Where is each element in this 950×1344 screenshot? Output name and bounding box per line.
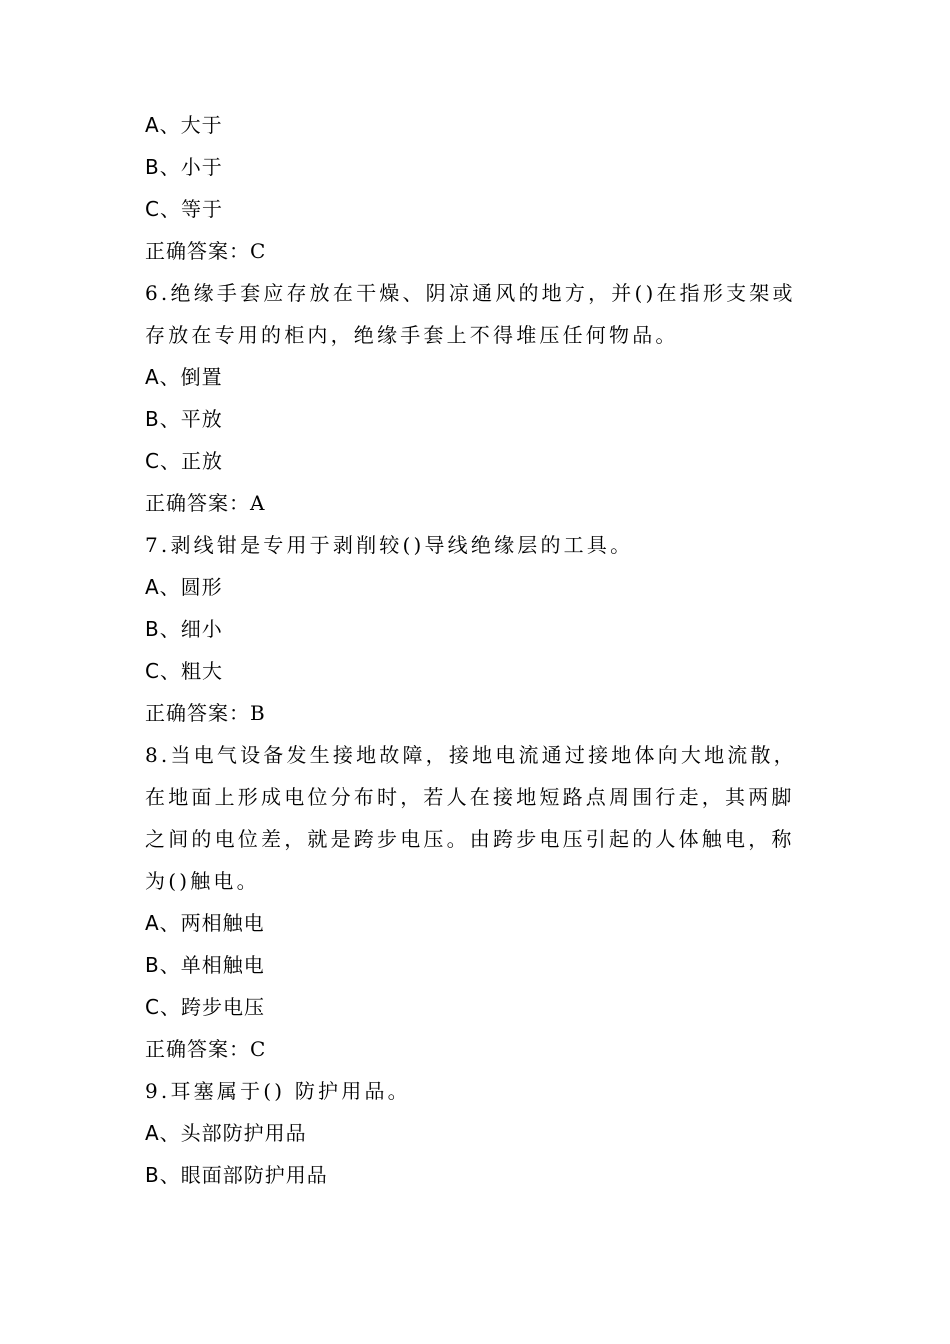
answer-q6: 正确答案：A [145, 491, 266, 515]
option-c-q6: C、正放 [145, 449, 223, 473]
question-6: 6.绝缘手套应存放在干燥、阴凉通风的地方，并()在指形支架或存放在专用的柜内，绝缘手套上不得堆压任何物品。 [145, 281, 796, 347]
option-c-q5: C、等于 [145, 197, 223, 221]
option-a-q9: A、头部防护用品 [145, 1121, 307, 1145]
document-page [145, 104, 810, 1196]
option-b-q7: B、细小 [145, 617, 223, 641]
option-a-q8: A、两相触电 [145, 911, 265, 935]
option-c-q8: C、跨步电压 [145, 995, 265, 1019]
option-a-q5: A、大于 [145, 113, 223, 137]
question-9: 9.耳塞属于() 防护用品。 [145, 1079, 411, 1103]
option-b-q6: B、平放 [145, 407, 223, 431]
option-b-q5: B、小于 [145, 155, 223, 179]
option-b-q8: B、单相触电 [145, 953, 265, 977]
option-b-q9: B、眼面部防护用品 [145, 1163, 328, 1187]
question-8: 8.当电气设备发生接地故障，接地电流通过接地体向大地流散，在地面上形成电位分布时，若人在接地短路点周围行走，其两脚之间的电位差，就是跨步电压。由跨步电压引起的人体触电，称为()触电。 [145, 743, 797, 893]
answer-q7: 正确答案：B [145, 701, 266, 725]
answer-q5: 正确答案：C [145, 239, 267, 263]
question-7: 7.剥线钳是专用于剥削较()导线绝缘层的工具。 [145, 533, 634, 557]
answer-q8: 正确答案：C [145, 1037, 267, 1061]
option-a-q7: A、圆形 [145, 575, 223, 599]
option-a-q6: A、倒置 [145, 365, 223, 389]
option-c-q7: C、粗大 [145, 659, 223, 683]
